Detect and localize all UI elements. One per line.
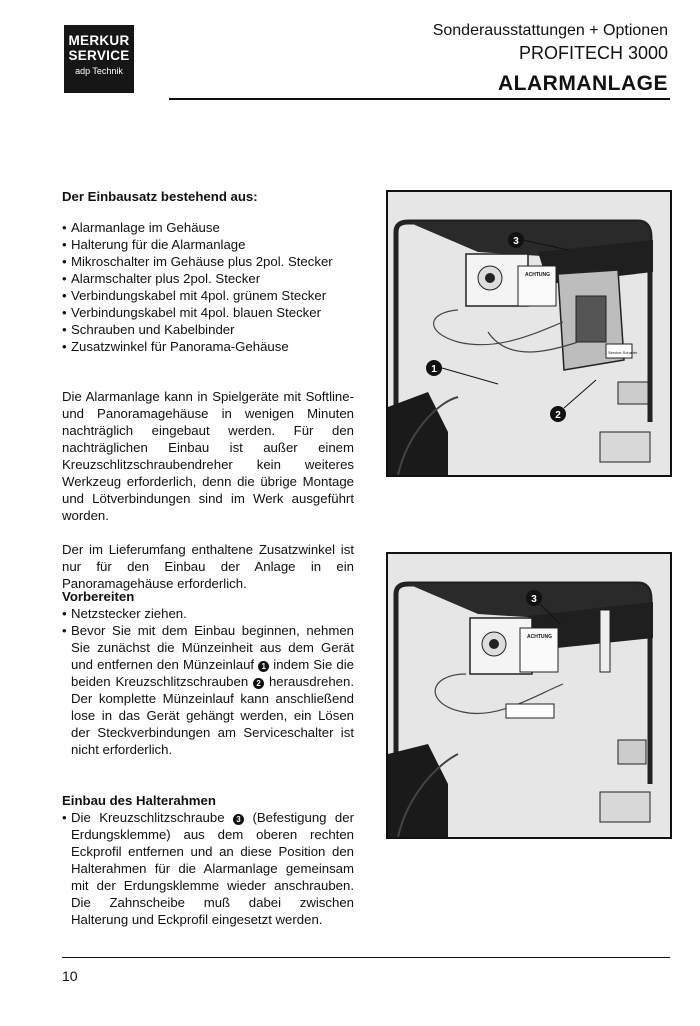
figure-1-callout-1: 1 — [431, 364, 437, 375]
intro-paragraph-1: Die Alarmanlage kann in Spielgeräte mit Softline- und Panoramagehäuse in wenigen Minuten nachträglich eingebaut werden. Für den nachträglichen Einbau ist außer einem Kreuzschlitzschraubendreher kein weiteres Werkzeug erforderlich, denn die übrige Montage und Lötverbindungen sind im Werk ausgeführt worden. — [62, 389, 354, 523]
logo-line-3: adp Technik — [75, 66, 123, 76]
prep-item: • Netzstecker ziehen. — [62, 605, 354, 622]
merkur-service-logo — [64, 25, 134, 93]
figure-1-callout-2: 2 — [555, 410, 561, 421]
intro-section — [62, 388, 354, 592]
callout-marker-1: 1 — [258, 661, 269, 672]
kit-item: • Schrauben und Kabelbinder — [62, 321, 354, 338]
footer-divider — [62, 957, 670, 958]
kit-item: • Alarmschalter plus 2pol. Stecker — [62, 270, 354, 287]
logo-line-1: MERKUR — [68, 33, 130, 48]
kit-item: • Mikroschalter im Gehäuse plus 2pol. Stecker — [62, 253, 354, 270]
mount-text-a: Die Kreuzschlitzschraube — [71, 810, 225, 825]
figure-2-achtung-label: ACHTUNG — [527, 634, 552, 640]
prep-section — [62, 588, 354, 758]
kit-list — [62, 219, 354, 355]
callout-marker-2: 2 — [253, 678, 264, 689]
prep-list — [62, 605, 354, 758]
figure-2-callout-3: 3 — [531, 594, 537, 605]
installation-figure-2 — [386, 552, 672, 839]
figure-2-drawing — [388, 554, 670, 837]
page-title: ALARMANLAGE — [498, 72, 668, 95]
prep-text-c: herausdrehen. Der komplette Münzeinlauf kann anschließend lose in das Gerät gehängt werden, ein Lösen der Steckverbindungen am Serviceschalter ist nicht erforderlich. — [71, 674, 354, 757]
header-model: PROFITECH 3000 — [518, 43, 668, 63]
prep-text-b: indem Sie die beiden Kreuzschlitzschrauben — [71, 657, 355, 689]
kit-item: • Verbindungskabel mit 4pol. grünem Stecker — [62, 287, 354, 304]
prep-heading: Vorbereiten — [62, 589, 135, 604]
mount-list — [62, 809, 354, 928]
figure-1-drawing — [388, 192, 670, 475]
callout-marker-3: 3 — [233, 814, 244, 825]
mount-heading: Einbau des Halterahmen — [62, 793, 216, 808]
kit-item: • Zusatzwinkel für Panorama-Gehäuse — [62, 338, 354, 355]
prep-item — [62, 622, 354, 758]
page-number: 10 — [62, 968, 78, 984]
figure-1-callout-3: 3 — [513, 236, 519, 247]
kit-item: • Halterung für die Alarmanlage — [62, 236, 354, 253]
kit-heading: Der Einbausatz bestehend aus: — [62, 189, 258, 204]
intro-paragraph-2: Der im Lieferumfang enthaltene Zusatzwinkel ist nur für den Einbau der Anlage in ein Panoramagehäuse erforderlich. — [62, 542, 354, 591]
figure-1-service-label: Service-Schalter — [608, 350, 638, 355]
mount-text-b: (Befestigung der Erdungsklemme) aus dem oberen rechten Eckprofil entfernen und an diese Position den Halterahmen für die Alarmanlage gemeinsam mit der Erdungsklemme wieder anschrauben. Die Zahnscheibe muß dabei zwischen Halterung und Eckprofil eingesetzt werden. — [71, 810, 354, 927]
header-subtitle: Sonderausstattungen + Optionen — [432, 22, 668, 39]
mount-item — [62, 809, 354, 928]
kit-item: • Verbindungskabel mit 4pol. blauen Stecker — [62, 304, 354, 321]
kit-section — [62, 188, 354, 355]
kit-item: • Alarmanlage im Gehäuse — [62, 219, 354, 236]
figure-1-achtung-label: ACHTUNG — [525, 272, 550, 278]
header-divider — [169, 98, 670, 100]
mount-section — [62, 792, 354, 928]
bleed-through-text — [300, 64, 308, 92]
prep-text-a: Bevor Sie mit dem Einbau beginnen, nehmen Sie zunächst die Münzeinheit aus dem Gerät und entfernen den Münzeinlauf — [71, 623, 354, 672]
logo-line-2: SERVICE — [68, 48, 130, 63]
installation-figure-1 — [386, 190, 672, 477]
